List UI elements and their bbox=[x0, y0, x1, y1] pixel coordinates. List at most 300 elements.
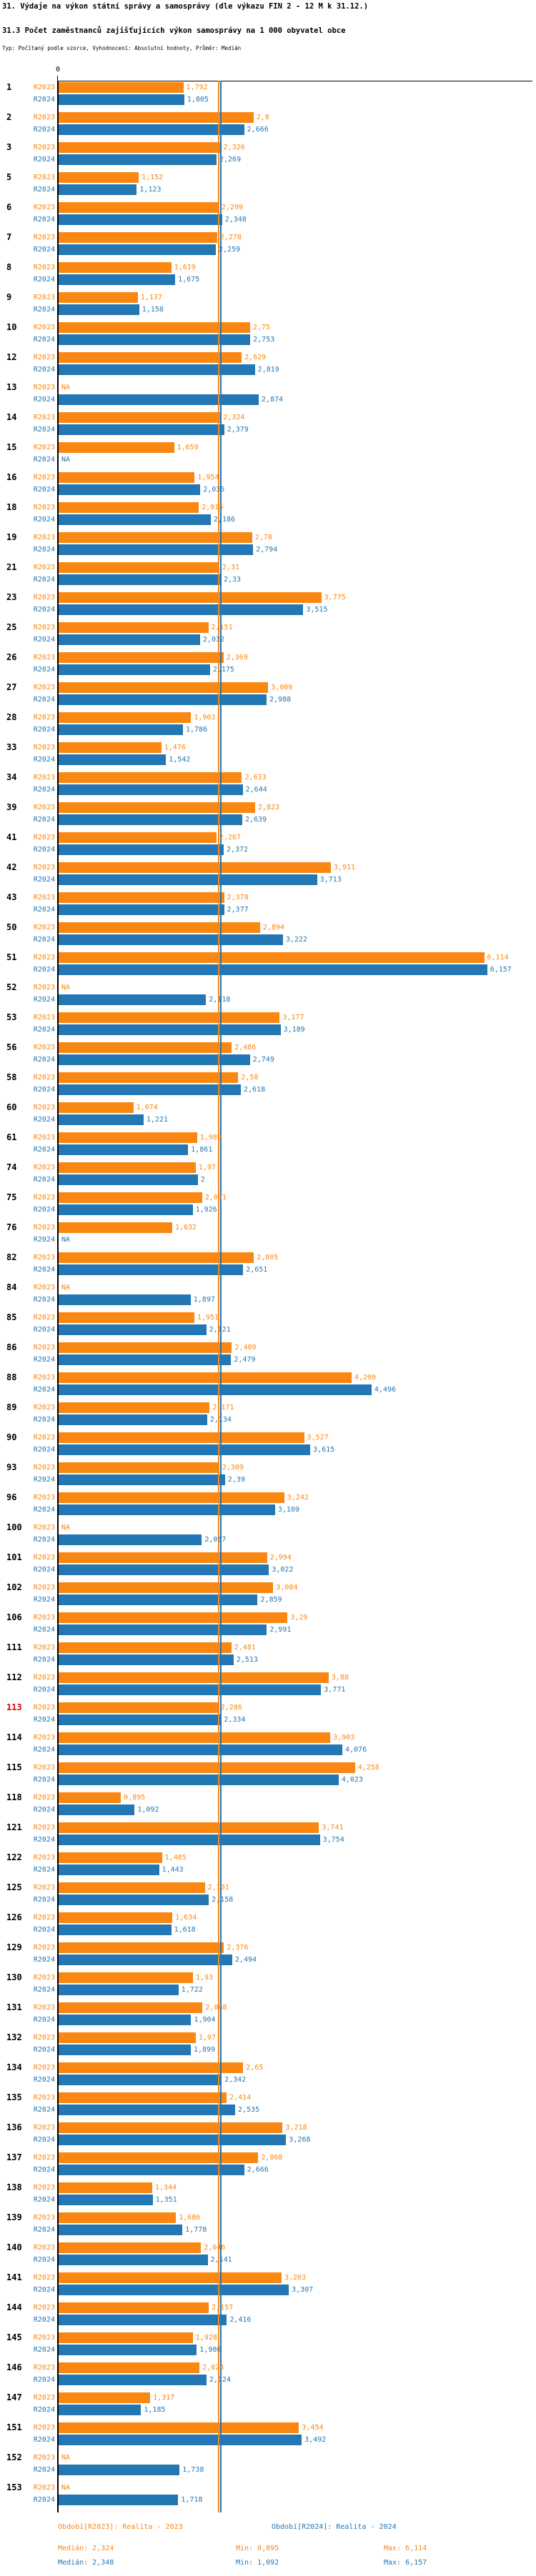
bar-r2023 bbox=[59, 2242, 201, 2253]
bar-r2023 bbox=[59, 862, 331, 873]
bar-group-23 bbox=[0, 592, 536, 622]
series-label-r2024: R2024 bbox=[33, 1506, 55, 1514]
series-row-r2024 bbox=[0, 1324, 536, 1335]
value-label-r2023: 2,061 bbox=[204, 1194, 227, 1202]
value-label-r2023: 2,378 bbox=[227, 894, 249, 902]
category-label: 129 bbox=[6, 1942, 22, 1952]
bar-group-13 bbox=[0, 382, 536, 412]
bar-group-121 bbox=[0, 1822, 536, 1852]
series-label-r2024: R2024 bbox=[33, 1986, 55, 1994]
value-label-r2024: 2,342 bbox=[224, 2076, 247, 2084]
stat-max-r2024: Max: 6,157 bbox=[384, 2559, 427, 2567]
series-row-r2023 bbox=[0, 2392, 536, 2403]
value-label-r2023: 1,954 bbox=[197, 474, 219, 481]
value-label-r2023: 3,242 bbox=[287, 1494, 309, 1502]
value-label-r2023: 2,324 bbox=[223, 414, 245, 421]
bar-r2023 bbox=[59, 1852, 162, 1863]
bar-r2023 bbox=[59, 2002, 202, 2013]
series-row-r2023 bbox=[0, 1732, 536, 1743]
bar-group-53 bbox=[0, 1012, 536, 1042]
bar-group-114 bbox=[0, 1732, 536, 1762]
series-row-r2023 bbox=[0, 1072, 536, 1083]
series-row-r2023 bbox=[0, 982, 536, 993]
series-label-r2023: R2023 bbox=[33, 954, 55, 962]
category-label: 12 bbox=[6, 352, 17, 362]
series-row-r2023 bbox=[0, 2182, 536, 2193]
category-label: 34 bbox=[6, 772, 17, 782]
chart-title: 31.3 Počet zaměstnanců zajišťujících výkon samosprávy na 1 000 obyvatel obce bbox=[2, 26, 346, 35]
value-label-r2023: 1,97 bbox=[198, 2034, 216, 2042]
series-row-r2024 bbox=[0, 2135, 536, 2145]
bar-r2024 bbox=[59, 2015, 191, 2025]
series-label-r2023: R2023 bbox=[33, 1464, 55, 1472]
series-label-r2024: R2024 bbox=[33, 1746, 55, 1754]
category-label: 1 bbox=[6, 82, 12, 92]
bar-r2023 bbox=[59, 1012, 279, 1023]
category-label: 118 bbox=[6, 1792, 22, 1802]
bar-r2024 bbox=[59, 364, 255, 375]
bar-group-151 bbox=[0, 2422, 536, 2452]
value-label-r2023: 3,903 bbox=[333, 1734, 355, 1742]
na-label-r2023: NA bbox=[61, 2484, 71, 2492]
series-row-r2024 bbox=[0, 94, 536, 105]
series-label-r2023: R2023 bbox=[33, 504, 55, 511]
bar-r2024 bbox=[59, 1114, 144, 1125]
bar-r2023 bbox=[59, 1402, 209, 1413]
series-row-r2024 bbox=[0, 784, 536, 795]
bar-r2023 bbox=[59, 1342, 232, 1353]
series-label-r2023: R2023 bbox=[33, 1134, 55, 1142]
category-label: 125 bbox=[6, 1882, 22, 1892]
value-label-r2023: 3,218 bbox=[285, 2124, 307, 2132]
series-label-r2023: R2023 bbox=[33, 2334, 55, 2342]
category-label: 88 bbox=[6, 1372, 17, 1382]
series-label-r2023: R2023 bbox=[33, 84, 55, 91]
series-row-r2024 bbox=[0, 934, 536, 945]
value-label-r2023: 2,101 bbox=[207, 1884, 229, 1892]
series-row-r2023 bbox=[0, 1192, 536, 1203]
series-row-r2024 bbox=[0, 2225, 536, 2235]
bar-r2024 bbox=[59, 244, 216, 255]
series-label-r2024: R2024 bbox=[33, 1236, 55, 1244]
series-row-r2023 bbox=[0, 1462, 536, 1473]
series-row-r2023 bbox=[0, 202, 536, 213]
bar-group-129 bbox=[0, 1942, 536, 1972]
bar-r2023 bbox=[59, 562, 219, 573]
series-label-r2023: R2023 bbox=[33, 1554, 55, 1562]
series-label-r2024: R2024 bbox=[33, 1356, 55, 1364]
series-row-r2023 bbox=[0, 1582, 536, 1593]
bar-r2024 bbox=[59, 2345, 197, 2355]
bar-group-52 bbox=[0, 982, 536, 1012]
series-row-r2024 bbox=[0, 1384, 536, 1395]
bar-group-15 bbox=[0, 442, 536, 472]
series-label-r2024: R2024 bbox=[33, 1176, 55, 1184]
series-row-r2024 bbox=[0, 2045, 536, 2055]
value-label-r2024: 2,124 bbox=[209, 2376, 231, 2384]
series-row-r2023 bbox=[0, 1882, 536, 1893]
bar-group-101 bbox=[0, 1552, 536, 1582]
value-label-r2024: 2,618 bbox=[243, 1086, 266, 1094]
series-label-r2024: R2024 bbox=[33, 1686, 55, 1694]
series-row-r2024 bbox=[0, 514, 536, 525]
series-row-r2024 bbox=[0, 274, 536, 285]
bar-r2024 bbox=[59, 1534, 202, 1545]
series-row-r2023 bbox=[0, 2272, 536, 2283]
value-label-r2024: 2,118 bbox=[209, 996, 231, 1004]
series-label-r2023: R2023 bbox=[33, 2124, 55, 2132]
series-row-r2024 bbox=[0, 304, 536, 315]
series-label-r2024: R2024 bbox=[33, 1596, 55, 1604]
series-label-r2023: R2023 bbox=[33, 654, 55, 662]
series-row-r2023 bbox=[0, 322, 536, 333]
series-label-r2024: R2024 bbox=[33, 2406, 55, 2414]
value-label-r2024: 1,778 bbox=[185, 2226, 207, 2234]
bar-r2023 bbox=[59, 2182, 152, 2193]
bar-r2023 bbox=[59, 2362, 199, 2373]
value-label-r2023: 3,454 bbox=[302, 2424, 324, 2432]
category-label: 130 bbox=[6, 1972, 22, 1982]
value-label-r2024: 1,986 bbox=[199, 2346, 222, 2354]
series-row-r2023 bbox=[0, 1432, 536, 1443]
value-label-r2023: 2,171 bbox=[212, 1404, 234, 1412]
category-label: 141 bbox=[6, 2272, 22, 2282]
value-label-r2023: 0,895 bbox=[124, 1794, 146, 1802]
series-row-r2023 bbox=[0, 1972, 536, 1983]
series-label-r2024: R2024 bbox=[33, 2316, 55, 2324]
value-label-r2023: 3,527 bbox=[307, 1434, 329, 1442]
bar-r2024 bbox=[59, 634, 200, 645]
bar-r2023 bbox=[59, 1702, 218, 1713]
series-row-r2023 bbox=[0, 82, 536, 93]
category-label: 51 bbox=[6, 952, 17, 962]
category-label: 132 bbox=[6, 2032, 22, 2042]
bar-r2023 bbox=[59, 1432, 304, 1443]
x-axis-zero-label: 0 bbox=[55, 66, 61, 74]
series-label-r2023: R2023 bbox=[33, 924, 55, 932]
category-label: 153 bbox=[6, 2482, 22, 2492]
category-label: 74 bbox=[6, 1162, 17, 1172]
value-label-r2024: 2,348 bbox=[224, 216, 247, 224]
series-label-r2024: R2024 bbox=[33, 2166, 55, 2174]
bar-group-60 bbox=[0, 1102, 536, 1132]
bar-r2024 bbox=[59, 274, 175, 285]
series-row-r2023 bbox=[0, 772, 536, 783]
series-row-r2023 bbox=[0, 652, 536, 663]
series-row-r2023 bbox=[0, 142, 536, 153]
value-label-r2024: 2,874 bbox=[261, 396, 284, 404]
series-row-r2023 bbox=[0, 1342, 536, 1353]
value-label-r2024: 3,022 bbox=[272, 1566, 294, 1574]
series-label-r2024: R2024 bbox=[33, 1626, 55, 1634]
value-label-r2023: 1,619 bbox=[174, 264, 196, 271]
category-label: 28 bbox=[6, 712, 17, 722]
series-row-r2024 bbox=[0, 2165, 536, 2175]
bar-r2023 bbox=[59, 742, 162, 753]
bar-r2024 bbox=[59, 124, 244, 135]
value-label-r2024: 3,307 bbox=[292, 2286, 314, 2294]
value-label-r2024: 4,076 bbox=[345, 1746, 367, 1754]
series-label-r2023: R2023 bbox=[33, 1164, 55, 1172]
series-label-r2023: R2023 bbox=[33, 414, 55, 421]
series-row-r2024 bbox=[0, 814, 536, 825]
series-row-r2024 bbox=[0, 1564, 536, 1575]
series-row-r2024 bbox=[0, 244, 536, 255]
series-label-r2023: R2023 bbox=[33, 624, 55, 631]
value-label-r2023: 3,009 bbox=[271, 684, 293, 692]
bar-r2023 bbox=[59, 1192, 202, 1203]
series-row-r2023 bbox=[0, 2062, 536, 2073]
series-row-r2023 bbox=[0, 2422, 536, 2433]
value-label-r2024: 2,794 bbox=[256, 546, 278, 554]
series-row-r2024 bbox=[0, 1624, 536, 1635]
series-row-r2023 bbox=[0, 2152, 536, 2163]
series-row-r2024 bbox=[0, 454, 536, 465]
bar-group-33 bbox=[0, 742, 536, 772]
bar-r2023 bbox=[59, 1042, 232, 1053]
value-label-r2023: 1,074 bbox=[136, 1104, 158, 1112]
value-label-r2024: 1,542 bbox=[169, 756, 191, 764]
series-row-r2024 bbox=[0, 994, 536, 1005]
bar-r2024 bbox=[59, 1654, 234, 1665]
bar-groups bbox=[0, 82, 536, 2512]
value-label-r2023: 2,823 bbox=[257, 804, 280, 812]
bar-r2024 bbox=[59, 1804, 134, 1815]
series-row-r2024 bbox=[0, 874, 536, 885]
value-label-r2024: 2,372 bbox=[227, 846, 249, 854]
bar-r2024 bbox=[59, 2315, 227, 2325]
value-label-r2023: 4,258 bbox=[357, 1764, 379, 1772]
series-label-r2024: R2024 bbox=[33, 1656, 55, 1664]
series-label-r2024: R2024 bbox=[33, 1206, 55, 1214]
category-label: 39 bbox=[6, 802, 17, 812]
series-row-r2023 bbox=[0, 1012, 536, 1023]
bar-r2024 bbox=[59, 1834, 320, 1845]
bar-r2023 bbox=[59, 682, 268, 693]
series-label-r2023: R2023 bbox=[33, 2154, 55, 2162]
bar-r2024 bbox=[59, 544, 253, 555]
series-row-r2024 bbox=[0, 1294, 536, 1305]
series-row-r2023 bbox=[0, 2092, 536, 2103]
category-label: 58 bbox=[6, 1072, 17, 1082]
category-label: 139 bbox=[6, 2212, 22, 2222]
bar-r2024 bbox=[59, 1744, 342, 1755]
series-row-r2024 bbox=[0, 1444, 536, 1455]
bar-group-10 bbox=[0, 322, 536, 352]
series-label-r2023: R2023 bbox=[33, 2484, 55, 2492]
series-row-r2023 bbox=[0, 1792, 536, 1803]
value-label-r2024: 1,861 bbox=[191, 1146, 213, 1154]
na-label-r2024: NA bbox=[61, 456, 71, 464]
series-row-r2024 bbox=[0, 1924, 536, 1935]
bar-group-122 bbox=[0, 1852, 536, 1882]
bar-r2023 bbox=[59, 172, 139, 183]
series-row-r2023 bbox=[0, 1822, 536, 1833]
value-label-r2024: 3,268 bbox=[289, 2136, 311, 2144]
bar-group-25 bbox=[0, 622, 536, 652]
series-label-r2024: R2024 bbox=[33, 1446, 55, 1454]
bar-r2023 bbox=[59, 1882, 205, 1893]
category-label: 89 bbox=[6, 1402, 17, 1412]
bar-group-41 bbox=[0, 832, 536, 862]
value-label-r2024: 2,859 bbox=[260, 1596, 282, 1604]
value-label-r2023: 2,278 bbox=[219, 234, 242, 241]
series-label-r2024: R2024 bbox=[33, 396, 55, 404]
bar-r2023 bbox=[59, 1792, 121, 1803]
series-row-r2024 bbox=[0, 544, 536, 555]
category-label: 102 bbox=[6, 1582, 22, 1592]
bar-group-88 bbox=[0, 1372, 536, 1402]
category-label: 114 bbox=[6, 1732, 22, 1742]
series-row-r2023 bbox=[0, 2032, 536, 2043]
bar-r2024 bbox=[59, 694, 267, 705]
value-label-r2024: 4,496 bbox=[374, 1386, 397, 1394]
category-label: 145 bbox=[6, 2332, 22, 2342]
series-label-r2023: R2023 bbox=[33, 1224, 55, 1232]
series-row-r2023 bbox=[0, 682, 536, 693]
category-label: 21 bbox=[6, 562, 17, 572]
series-label-r2023: R2023 bbox=[33, 444, 55, 451]
value-label-r2023: 1,97 bbox=[198, 1164, 216, 1172]
series-label-r2023: R2023 bbox=[33, 1104, 55, 1112]
bar-group-61 bbox=[0, 1132, 536, 1162]
value-label-r2024: 3,615 bbox=[313, 1446, 335, 1454]
series-row-r2024 bbox=[0, 2195, 536, 2205]
series-label-r2023: R2023 bbox=[33, 144, 55, 151]
value-label-r2023: 2,78 bbox=[254, 534, 272, 541]
series-label-r2023: R2023 bbox=[33, 2244, 55, 2252]
bar-r2023 bbox=[59, 1612, 287, 1623]
series-label-r2024: R2024 bbox=[33, 1836, 55, 1844]
series-row-r2024 bbox=[0, 1354, 536, 1365]
bar-group-7 bbox=[0, 232, 536, 262]
series-row-r2023 bbox=[0, 292, 536, 303]
series-row-r2023 bbox=[0, 2362, 536, 2373]
series-label-r2023: R2023 bbox=[33, 1794, 55, 1802]
legend-period-r2024: Období[R2024]: Realita - 2024 bbox=[272, 2523, 397, 2531]
series-row-r2024 bbox=[0, 2255, 536, 2265]
bar-r2023 bbox=[59, 2392, 150, 2403]
series-row-r2024 bbox=[0, 1684, 536, 1695]
category-label: 151 bbox=[6, 2422, 22, 2432]
bar-r2023 bbox=[59, 2332, 193, 2343]
bar-group-137 bbox=[0, 2152, 536, 2182]
y-axis-line bbox=[57, 81, 59, 2512]
series-row-r2023 bbox=[0, 442, 536, 453]
value-label-r2024: 1,897 bbox=[193, 1296, 215, 1304]
series-label-r2024: R2024 bbox=[33, 516, 55, 524]
series-row-r2023 bbox=[0, 1942, 536, 1953]
category-label: 93 bbox=[6, 1462, 17, 1472]
series-row-r2023 bbox=[0, 1162, 536, 1173]
value-label-r2024: 2,644 bbox=[245, 786, 267, 794]
series-label-r2024: R2024 bbox=[33, 1566, 55, 1574]
value-label-r2024: 3,109 bbox=[277, 1506, 299, 1514]
value-label-r2024: 2,379 bbox=[227, 426, 249, 434]
value-label-r2023: 2,486 bbox=[234, 1044, 257, 1052]
category-label: 144 bbox=[6, 2302, 22, 2312]
series-row-r2024 bbox=[0, 124, 536, 135]
category-label: 61 bbox=[6, 1132, 17, 1142]
category-label: 122 bbox=[6, 1852, 22, 1862]
value-label-r2023: 2,58 bbox=[241, 1074, 259, 1082]
value-label-r2024: 2 bbox=[200, 1176, 205, 1184]
value-label-r2024: 2,988 bbox=[269, 696, 292, 704]
bar-r2024 bbox=[59, 94, 184, 105]
category-label: 146 bbox=[6, 2362, 22, 2372]
series-label-r2023: R2023 bbox=[33, 744, 55, 752]
value-label-r2023: 2,75 bbox=[252, 324, 270, 331]
bar-group-50 bbox=[0, 922, 536, 952]
bar-r2023 bbox=[59, 2062, 243, 2073]
value-label-r2024: 2,991 bbox=[269, 1626, 292, 1634]
bar-r2024 bbox=[59, 904, 224, 915]
value-label-r2024: 1,092 bbox=[137, 1806, 159, 1814]
category-label: 90 bbox=[6, 1432, 17, 1442]
value-label-r2024: 2,377 bbox=[227, 906, 249, 914]
bar-r2023 bbox=[59, 472, 194, 483]
series-label-r2024: R2024 bbox=[33, 366, 55, 374]
bar-r2024 bbox=[59, 2165, 244, 2175]
value-label-r2023: 4,209 bbox=[354, 1374, 377, 1382]
series-label-r2024: R2024 bbox=[33, 1716, 55, 1724]
category-label: 6 bbox=[6, 202, 12, 212]
series-label-r2024: R2024 bbox=[33, 1296, 55, 1304]
x-axis-zero-tick bbox=[57, 76, 58, 81]
category-label: 2 bbox=[6, 112, 12, 122]
value-label-r2023: 1,93 bbox=[195, 1974, 214, 1982]
series-label-r2024: R2024 bbox=[33, 456, 55, 464]
series-label-r2023: R2023 bbox=[33, 1704, 55, 1712]
category-label: 19 bbox=[6, 532, 17, 542]
series-row-r2024 bbox=[0, 1654, 536, 1665]
series-row-r2024 bbox=[0, 2285, 536, 2295]
bar-group-43 bbox=[0, 892, 536, 922]
series-label-r2024: R2024 bbox=[33, 2136, 55, 2144]
stat-min-r2024: Min: 1,092 bbox=[236, 2559, 279, 2567]
bar-r2023 bbox=[59, 1552, 267, 1563]
value-label-r2023: 1,989 bbox=[199, 1134, 222, 1142]
series-label-r2024: R2024 bbox=[33, 2196, 55, 2204]
value-label-r2024: 1,675 bbox=[178, 276, 200, 284]
bar-group-51 bbox=[0, 952, 536, 982]
series-row-r2023 bbox=[0, 622, 536, 633]
series-label-r2024: R2024 bbox=[33, 756, 55, 764]
bar-r2024 bbox=[59, 2375, 207, 2385]
series-row-r2023 bbox=[0, 1492, 536, 1503]
series-label-r2023: R2023 bbox=[33, 2214, 55, 2222]
series-row-r2023 bbox=[0, 712, 536, 723]
bar-r2023 bbox=[59, 712, 191, 723]
series-label-r2024: R2024 bbox=[33, 636, 55, 644]
series-row-r2024 bbox=[0, 1744, 536, 1755]
series-label-r2024: R2024 bbox=[33, 2346, 55, 2354]
series-row-r2024 bbox=[0, 214, 536, 225]
bar-r2023 bbox=[59, 1642, 232, 1653]
series-row-r2023 bbox=[0, 562, 536, 573]
series-label-r2023: R2023 bbox=[33, 234, 55, 241]
bar-r2024 bbox=[59, 754, 166, 765]
series-label-r2024: R2024 bbox=[33, 216, 55, 224]
series-row-r2024 bbox=[0, 334, 536, 345]
series-row-r2023 bbox=[0, 1282, 536, 1293]
category-label: 27 bbox=[6, 682, 17, 692]
series-row-r2024 bbox=[0, 2345, 536, 2355]
series-row-r2023 bbox=[0, 1852, 536, 1863]
series-label-r2024: R2024 bbox=[33, 906, 55, 914]
series-row-r2023 bbox=[0, 412, 536, 423]
series-row-r2024 bbox=[0, 184, 536, 195]
